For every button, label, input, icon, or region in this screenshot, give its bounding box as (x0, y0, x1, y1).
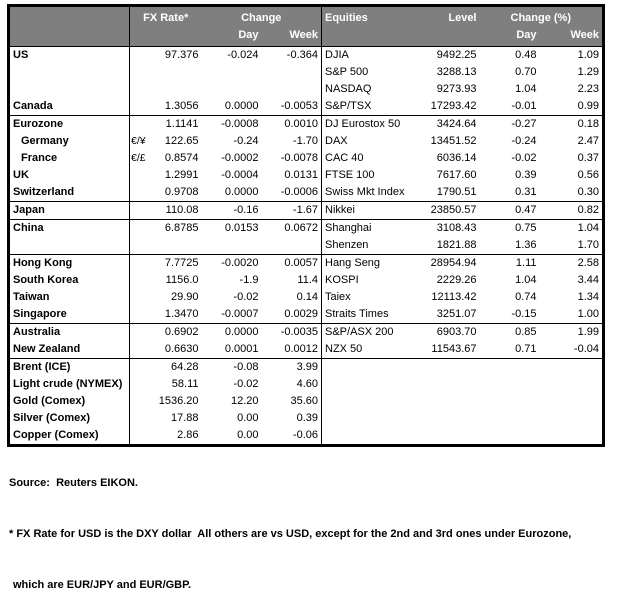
table-row (9, 81, 604, 98)
cell-equity-name: KOSPI (322, 272, 420, 289)
header-fx-day: Day (202, 27, 262, 47)
cell-fx-change-week: 0.0131 (284, 169, 318, 181)
header-change: Change (202, 6, 322, 28)
table-footer (9, 441, 614, 611)
header-blank-fx (130, 27, 202, 47)
cell-equity-change-week: 2.47 (577, 135, 599, 147)
cell-equity-name: DJ Eurostox 50 (322, 116, 420, 134)
cell-equity-level: 6903.70 (436, 326, 477, 338)
cell-equity-level: 9273.93 (436, 83, 477, 95)
cell-country: Switzerland (9, 184, 130, 202)
cell-equity-change-week: 1.99 (577, 326, 599, 338)
cell-fx-change-day (202, 237, 262, 255)
cell-fx-change-week (262, 64, 322, 81)
cell-equity-level (420, 376, 480, 393)
cell-fx-change-week: 0.0010 (284, 118, 318, 130)
cell-equity-change-week: 2.58 (577, 257, 599, 269)
cell-fx-change-day: 0.0000 (224, 326, 259, 338)
cell-equity-name: NASDAQ (322, 81, 420, 98)
cell-equity-change-day (480, 393, 540, 410)
cell-equity-change-week (540, 393, 604, 410)
cell-equity-change-week (540, 376, 604, 393)
fx-footnote-line2: which are EUR/JPY and EUR/GBP. (13, 579, 192, 591)
header-change-pct: Change (%) (480, 6, 604, 28)
cell-fx-rate: 1.3470 (150, 306, 202, 324)
cell-fx-rate (150, 64, 202, 81)
cell-fx-change-day: -0.0020 (221, 257, 259, 269)
cell-equity-change-week: 0.30 (540, 184, 604, 202)
cell-fx-change-day: -0.08 (233, 361, 259, 373)
cell-equity-name: Shenzen (322, 237, 420, 255)
cell-fx-rate: 0.9708 (150, 184, 202, 202)
cell-fx-rate: 7.7725 (164, 257, 199, 269)
cell-country: Germany (21, 135, 69, 147)
header-eq-day: Day (480, 27, 540, 47)
table-row (9, 289, 604, 306)
cell-fx-change-week: 0.0029 (262, 306, 322, 324)
cell-equity-change-day: 0.31 (480, 184, 540, 202)
cell-equity-change-week: 3.44 (577, 274, 599, 286)
cell-pair-symbol (130, 410, 150, 427)
cell-equity-level: 3108.43 (436, 222, 477, 234)
cell-fx-change-week: -0.364 (286, 49, 318, 61)
cell-equity-level: 6036.14 (436, 152, 477, 164)
cell-fx-change-week: -0.0006 (262, 184, 322, 202)
cell-fx-change-week: 0.39 (296, 412, 318, 424)
table-row (9, 272, 604, 289)
cell-equity-change-day: -0.15 (480, 306, 540, 324)
cell-equity-name: DJIA (322, 47, 420, 65)
cell-pair-symbol (130, 255, 150, 273)
table-row (9, 341, 604, 359)
cell-equity-name: FTSE 100 (322, 167, 420, 184)
cell-equity-change-day: 0.75 (515, 222, 537, 234)
cell-country: Silver (Comex) (13, 412, 91, 424)
cell-country (9, 64, 130, 81)
cell-country: Gold (Comex) (13, 395, 86, 407)
cell-equity-name (322, 376, 420, 393)
header-blank-left (9, 27, 130, 47)
cell-fx-change-day: 0.0153 (224, 222, 259, 234)
cell-equity-level (420, 410, 480, 427)
table-row (9, 324, 604, 342)
cell-fx-change-week: -0.06 (292, 429, 318, 441)
table-row (9, 47, 604, 65)
cell-country: Light crude (NYMEX) (13, 378, 123, 390)
cell-country: Brent (ICE) (13, 361, 71, 373)
table-row (9, 150, 604, 167)
cell-equity-level: 28954.94 (430, 257, 477, 269)
cell-equity-change-day: 1.04 (515, 274, 537, 286)
cell-pair-symbol (130, 167, 150, 184)
cell-fx-rate (150, 81, 202, 98)
cell-equity-level (420, 393, 480, 410)
cell-equity-level: 3288.13 (436, 66, 477, 78)
cell-equity-change-week: 1.29 (577, 66, 599, 78)
cell-fx-rate: 1536.20 (158, 395, 199, 407)
cell-fx-change-day: -0.0008 (221, 118, 259, 130)
cell-equity-level: 1821.88 (420, 237, 480, 255)
cell-fx-change-week: -0.0053 (262, 98, 322, 116)
cell-equity-level (420, 359, 480, 377)
cell-equity-name (322, 359, 420, 377)
cell-equity-change-week: 0.82 (540, 202, 604, 220)
cell-country: US (13, 49, 29, 61)
cell-equity-change-day: 0.71 (480, 341, 540, 359)
cell-fx-change-week: -0.0078 (280, 152, 318, 164)
cell-equity-change-day: 0.48 (515, 49, 537, 61)
cell-country: China (13, 222, 44, 234)
cell-equity-level: 9492.25 (436, 49, 477, 61)
cell-equity-name: S&P 500 (322, 64, 420, 81)
cell-equity-change-day: -0.24 (511, 135, 537, 147)
cell-country (9, 237, 130, 255)
cell-fx-rate: 1.2991 (164, 169, 199, 181)
cell-equity-name (322, 393, 420, 410)
cell-fx-change-week: 0.0012 (262, 341, 322, 359)
cell-pair-symbol (130, 289, 150, 306)
cell-equity-name: CAC 40 (322, 150, 420, 167)
cell-equity-change-week: 1.09 (577, 49, 599, 61)
cell-equity-change-day: 0.47 (480, 202, 540, 220)
header-fx-week: Week (262, 27, 322, 47)
cell-pair-symbol (130, 184, 150, 202)
cell-fx-rate: 17.88 (170, 412, 199, 424)
cell-fx-rate: 1156.0 (165, 274, 199, 286)
table-header (9, 6, 604, 47)
cell-country: Australia (13, 326, 61, 338)
table-row (9, 98, 604, 116)
cell-fx-change-day (202, 81, 262, 98)
cell-equity-name: Taiex (322, 289, 420, 306)
cell-fx-rate: 1.3056 (150, 98, 202, 116)
cell-equity-name: Straits Times (322, 306, 420, 324)
cell-country: Hong Kong (13, 257, 73, 269)
cell-fx-rate: 97.376 (164, 49, 199, 61)
cell-fx-change-day: 0.00 (237, 412, 259, 424)
cell-fx-rate: 122.65 (164, 135, 199, 147)
cell-country: France (21, 152, 58, 164)
cell-equity-change-day (480, 410, 540, 427)
table-row (9, 116, 604, 134)
cell-fx-change-day: -0.02 (233, 378, 259, 390)
market-summary-table (7, 4, 605, 447)
cell-equity-name: NZX 50 (322, 341, 420, 359)
cell-pair-symbol (130, 220, 150, 238)
cell-fx-change-week (262, 237, 322, 255)
cell-fx-change-day: -0.16 (202, 202, 262, 220)
table-row (9, 255, 604, 273)
cell-fx-rate (150, 237, 202, 255)
cell-equity-level: 23850.57 (420, 202, 480, 220)
cell-pair-symbol (130, 306, 150, 324)
cell-pair-symbol (130, 116, 150, 134)
market-summary-table-wrap (7, 4, 605, 447)
cell-equity-change-week: 2.23 (577, 83, 599, 95)
cell-pair-symbol (130, 359, 150, 377)
header-eq-week: Week (540, 27, 604, 47)
cell-equity-level: 3251.07 (420, 306, 480, 324)
cell-equity-name: Shanghai (322, 220, 420, 238)
header-row-2 (9, 27, 604, 47)
table-row (9, 220, 604, 238)
header-equities: Equities (322, 6, 420, 28)
cell-fx-change-week: 0.0057 (284, 257, 318, 269)
cell-equity-change-day: -0.27 (511, 118, 537, 130)
table-row (9, 410, 604, 427)
cell-country: South Korea (13, 274, 79, 286)
cell-equity-change-day (480, 359, 540, 377)
table-row (9, 64, 604, 81)
source-note: Source: Reuters EIKON. (9, 477, 138, 489)
cell-country: Canada (9, 98, 130, 116)
cell-equity-name: S&P/ASX 200 (322, 324, 420, 342)
cell-equity-change-week: 1.04 (577, 222, 599, 234)
table-row (9, 202, 604, 220)
cell-fx-change-day: -0.0004 (221, 169, 259, 181)
cell-equity-change-week: 0.37 (577, 152, 599, 164)
cell-fx-rate: 58.11 (171, 378, 199, 390)
cell-equity-name: Swiss Mkt Index (322, 184, 420, 202)
cell-fx-rate: 1.1141 (165, 118, 199, 130)
cell-pair-symbol (130, 393, 150, 410)
cell-fx-change-week: 0.0672 (284, 222, 318, 234)
cell-equity-change-week: -0.04 (540, 341, 604, 359)
cell-equity-change-day: 0.70 (515, 66, 537, 78)
cell-equity-level: 12113.42 (431, 291, 477, 303)
cell-fx-change-day: 12.20 (230, 395, 259, 407)
cell-equity-change-week: 0.99 (540, 98, 604, 116)
cell-pair-symbol (130, 324, 150, 342)
cell-equity-level: 11543.67 (420, 341, 480, 359)
cell-equity-change-week: 0.18 (577, 118, 599, 130)
cell-equity-level: 2229.26 (436, 274, 477, 286)
cell-equity-level: 17293.42 (420, 98, 480, 116)
cell-fx-change-week: 35.60 (290, 395, 318, 407)
cell-pair-symbol (130, 202, 150, 220)
cell-fx-change-week: 4.60 (296, 378, 318, 390)
cell-fx-change-week: -1.67 (262, 202, 322, 220)
cell-pair-symbol (130, 98, 150, 116)
cell-pair-symbol (130, 81, 150, 98)
cell-fx-rate: 6.8785 (164, 222, 199, 234)
cell-equity-change-week (540, 410, 604, 427)
cell-fx-rate: 2.86 (177, 429, 199, 441)
cell-fx-change-week: 11.4 (297, 274, 318, 286)
cell-equity-change-day: 1.36 (480, 237, 540, 255)
cell-country: New Zealand (9, 341, 130, 359)
header-fx-rate: FX Rate* (130, 6, 202, 28)
cell-equity-level: 13451.52 (430, 135, 477, 147)
cell-country: Singapore (9, 306, 130, 324)
header-level: Level (420, 6, 480, 28)
cell-equity-change-week: 0.56 (577, 169, 599, 181)
cell-country: Taiwan (13, 291, 50, 303)
table-row (9, 237, 604, 255)
cell-country: UK (13, 169, 29, 181)
cell-fx-change-week (262, 81, 322, 98)
cell-fx-rate: 0.8574 (164, 152, 199, 164)
cell-fx-change-week: 3.99 (296, 361, 318, 373)
cell-fx-change-day: -0.24 (233, 135, 259, 147)
cell-fx-change-day: -1.9 (239, 274, 259, 286)
cell-fx-change-week: 0.14 (296, 291, 318, 303)
cell-fx-change-week: -1.70 (292, 135, 318, 147)
header-blank-corner (9, 6, 130, 28)
cell-pair-symbol (130, 272, 150, 289)
cell-equity-change-day: 0.85 (515, 326, 537, 338)
cell-pair-symbol (130, 376, 150, 393)
cell-equity-change-day (480, 376, 540, 393)
cell-equity-change-day: 0.74 (515, 291, 537, 303)
cell-equity-change-day: -0.01 (480, 98, 540, 116)
cell-country: Japan (9, 202, 130, 220)
cell-equity-name: S&P/TSX (322, 98, 420, 116)
cell-fx-change-day (202, 64, 262, 81)
cell-fx-change-week: -0.0035 (280, 326, 318, 338)
cell-equity-change-week: 1.70 (540, 237, 604, 255)
header-row-1 (9, 6, 604, 28)
table-row (9, 167, 604, 184)
cell-equity-change-day: 1.04 (515, 83, 537, 95)
table-row (9, 393, 604, 410)
cell-fx-rate: 29.90 (170, 291, 199, 303)
cell-fx-change-day: 0.0000 (202, 184, 262, 202)
header-blank-eq (322, 27, 480, 47)
cell-fx-rate: 110.08 (150, 202, 202, 220)
cell-pair-symbol (130, 237, 150, 255)
table-row (9, 376, 604, 393)
table-row (9, 359, 604, 377)
cell-equity-name (322, 410, 420, 427)
cell-equity-change-day: 0.39 (515, 169, 537, 181)
cell-equity-level: 3424.64 (436, 118, 477, 130)
cell-fx-rate: 64.28 (170, 361, 199, 373)
cell-fx-change-day: 0.0001 (202, 341, 262, 359)
cell-equity-level: 7617.60 (436, 169, 477, 181)
fx-footnote-line1: * FX Rate for USD is the DXY dollar All others are vs USD, except for the 2nd and 3rd ones under Eurozone, (9, 528, 572, 540)
cell-equity-name: Nikkei (322, 202, 420, 220)
cell-equity-name: Hang Seng (322, 255, 420, 273)
cell-equity-change-week: 1.00 (540, 306, 604, 324)
cell-country (9, 81, 130, 98)
cell-country: Eurozone (13, 118, 64, 130)
cell-fx-change-day: -0.02 (233, 291, 259, 303)
cell-fx-change-day: -0.0007 (202, 306, 262, 324)
table-body (9, 47, 604, 446)
cell-fx-change-day: -0.0002 (221, 152, 259, 164)
cell-equity-level: 1790.51 (420, 184, 480, 202)
cell-fx-change-day: 0.0000 (202, 98, 262, 116)
cell-equity-change-day: -0.02 (511, 152, 537, 164)
cell-pair-symbol: €/£ (130, 150, 150, 167)
cell-pair-symbol (130, 64, 150, 81)
cell-pair-symbol (130, 47, 150, 65)
table-row (9, 184, 604, 202)
table-row (9, 306, 604, 324)
cell-pair-symbol (130, 341, 150, 359)
cell-equity-change-week (540, 359, 604, 377)
cell-fx-change-day: -0.024 (227, 49, 259, 61)
cell-equity-change-week: 1.34 (577, 291, 599, 303)
cell-fx-rate: 0.6902 (164, 326, 199, 338)
table-row (9, 133, 604, 150)
cell-equity-change-day: 1.11 (515, 257, 537, 269)
cell-fx-change-day: 0.00 (237, 429, 259, 441)
cell-pair-symbol: €/¥ (130, 133, 150, 150)
cell-country: Copper (Comex) (13, 429, 99, 441)
cell-equity-name: DAX (322, 133, 420, 150)
cell-fx-rate: 0.6630 (150, 341, 202, 359)
